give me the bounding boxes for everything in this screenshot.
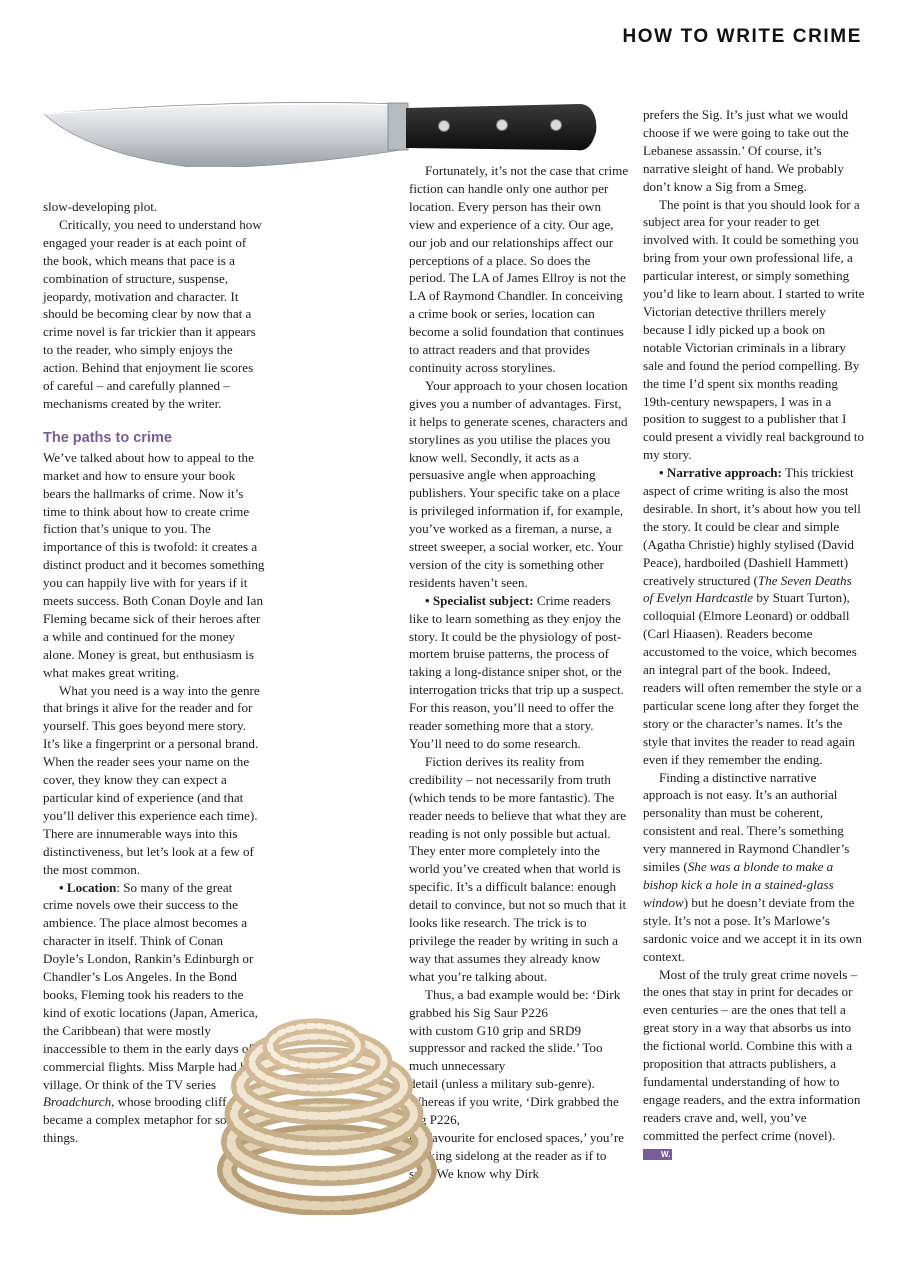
paragraph: Fiction derives its reality from credibility – not necessarily from truth (which tends to be more fantastic). The reader needs to believe that what they are reading is not only possible but actual. They enter more completely into the world you’ve created when that world is specific. It’s a difficult balance: enough detail to convince, but not so much that it looks like research. The trick is to privilege the reader by writing in such a way that assumes they already know what you’re talking about. (409, 753, 627, 984)
quote: She was a blonde to make a bishop kick a hole in a stained-glass window (643, 859, 834, 910)
paragraph: What you need is a way into the genre that brings it alive for the reader and for yourself. This goes beyond mere story. It’s like a fingerprint or a personal brand. When the reader sees your name on the cover, they know they can expect a particular kind of experience (and that you’ll deliver this experience each time). There are innumerable ways into this distinctiveness, but let’s look at a few of the most common. (43, 682, 260, 877)
paragraph: The point is that you should look for a subject area for your reader to get involved with. It could be something you bring from your own professional life, a particular interest, or simply something you’d like to learn about. I started to write Victorian detective thrillers merely because I idly picked up a book on notable Victorian criminals in a library sale and found the period compelling. By the time I’d spent six months reading 19th-century newspapers, I was in a position to suggest to a publisher that I could present a vividly real background to my story. (643, 196, 865, 463)
end-mark: W. (643, 1149, 672, 1160)
text: ) but he doesn’t deviate from the style. It’s not a pose. It’s Marlowe’s sardonic voice and we accept it in its own context. (643, 894, 862, 964)
text: : So many of the great crime novels owe their success to the ambience. The place almost becomes a character in itself. Think of Conan Doyle’s London, Rankin’s Edinburgh or Chandler’s Los Angeles. In the Bond books, Fleming took his readers to the kind of exotic locations (Japan, America, the Caribbean) that were mostly inaccessible to them in the early days of commercial flights. Miss Marple had her village. Or think of the TV series (43, 879, 258, 1092)
text: Finding a distinctive narrative approach is not easy. It’s an authorial personality than must be coherent, consistent and real. There’s something very mannered in Raymond Chandler’s similes ( (643, 769, 850, 875)
tv-title: Broadchurch, (43, 1094, 115, 1110)
paragraph-specialist (409, 592, 629, 753)
paragraph (643, 966, 865, 1163)
column-2 (409, 162, 629, 1183)
paragraph-wrap: with custom G10 grip and SRD9 suppressor and racked the slide.’ Too much unnecessary (409, 1022, 603, 1074)
coiled-rope-icon (214, 1010, 440, 1215)
paragraph-narrative (643, 464, 865, 768)
column-3 (643, 106, 865, 1162)
paragraph-wrap: Thus, a bad example would be: ‘Dirk grabbed his Sig Saur P226 (409, 986, 621, 1020)
column-1 (43, 198, 265, 1147)
paragraph: Your approach to your chosen location gives you a number of advantages. First, it helps to generate scenes, characters and storylines as you utilise the places you know well. Secondly, it acts as a persuasive angle when approaching publishers. Your specific take on a place is privileged information if, for example, you’ve worked as a fireman, a nurse, a street sweeper, a social worker, etc. Your version of the city is something other residents haven’t seen. (409, 377, 628, 590)
paragraph: slow-developing plot. (43, 199, 158, 214)
text: whose brooding cliff became a complex metaphor for so many things. (43, 1094, 259, 1146)
paragraph: We’ve talked about how to appeal to the market and how to ensure your book bears the hallmarks of crime. Now it’s time to think about how to create crime fiction that’s unique to you. The importance of this is twofold: it creates a distinct product and it becomes something you can happily live with for years if it meets success. Both Conan Doyle and Ian Fleming became sick of their heroes after a while and continued for the money alone. Money is great, but enthusiasm is what makes great writing. (43, 449, 265, 680)
bullet-label: • Narrative approach: (659, 465, 782, 481)
paragraph-wrap: his favourite for enclosed spaces,’ you’re winking sidelong at the reader as if to say, ‘We know why Dirk (409, 1129, 624, 1181)
paragraph: Fortunately, it’s not the case that crime fiction can handle only one author per location. Every person has their own view and experience of a city. Our age, our job and our relationships affect our perceptions of a place. So does the period. The LA of James Ellroy is not the LA of Raymond Chandler. In conceiving a crime book or series, location can become a solid foundation that continues to attract readers and that provides continuity across storylines. (409, 163, 629, 375)
paragraph: Critically, you need to understand how engaged your reader is at each point of the book, which means that pace is a combination of structure, suspense, jeopardy, motivation and character. It should be becoming clear by now that a crime novel is far trickier than it appears to the reader, who simply enjoys the action. Behind that enjoyment lie scores of careful – and carefully planned – mechanisms created by the writer. (43, 216, 262, 411)
paragraph: prefers the Sig. It’s just what we would choose if we were going to take out the Lebanese assassin.’ Of course, it’s narrative sleight of hand. We probably don’t know a Sig from a Smeg. (643, 107, 849, 194)
paragraph-wrap: detail (unless a military sub-genre). Whereas if you write, ‘Dirk grabbed the Sig P226, (409, 1076, 619, 1128)
chef-knife-icon (40, 92, 605, 167)
paragraph (643, 769, 865, 966)
subheading: The paths to crime (43, 429, 172, 446)
bullet-label: • Specialist subject: (425, 592, 534, 608)
text: by Stuart Turton), colloquial (Elmore Leonard) or oddball (Carl Hiaasen). Readers become accustomed to the voice, which becomes an integral part of the book. Indeed, readers will often remember the style or a particular scene long after they forget the story or the character’s names. It’s the style that invites the reader to read again even if they remember the ending. (643, 590, 862, 767)
bullet-label: • Location (59, 879, 117, 895)
book-title: The Seven Deaths of Evelyn Hardcastle (643, 572, 852, 606)
text: This trickiest aspect of crime writing is also the most desirable. In short, it’s about how you tell the story. It could be clear and simple (Agatha Christie) highly stylised (David Peace), hardboiled (Dashiell Hammett) creatively structured ( (643, 465, 861, 588)
page-header: HOW TO WRITE CRIME (622, 26, 862, 47)
text: Crime readers like to learn something as they enjoy the story. It could be the physiology of post-mortem bruise patterns, the process of taking a long-distance sniper shot, or the interrogation tricks that trip up a suspect. For this reason, you’ll need to offer the reader something more that a story. You’ll need to do some research. (409, 592, 624, 751)
text: Most of the truly great crime novels – the ones that stay in print for decades or even centuries – are the ones that tell a great story in a way that absorbs us into the fictional world. Combine this with a proposition that attracts publishers, a fundamental understanding of how to engage readers, and the extra information readers crave and, well, you’ve committed the perfect crime (novel). (643, 966, 861, 1143)
